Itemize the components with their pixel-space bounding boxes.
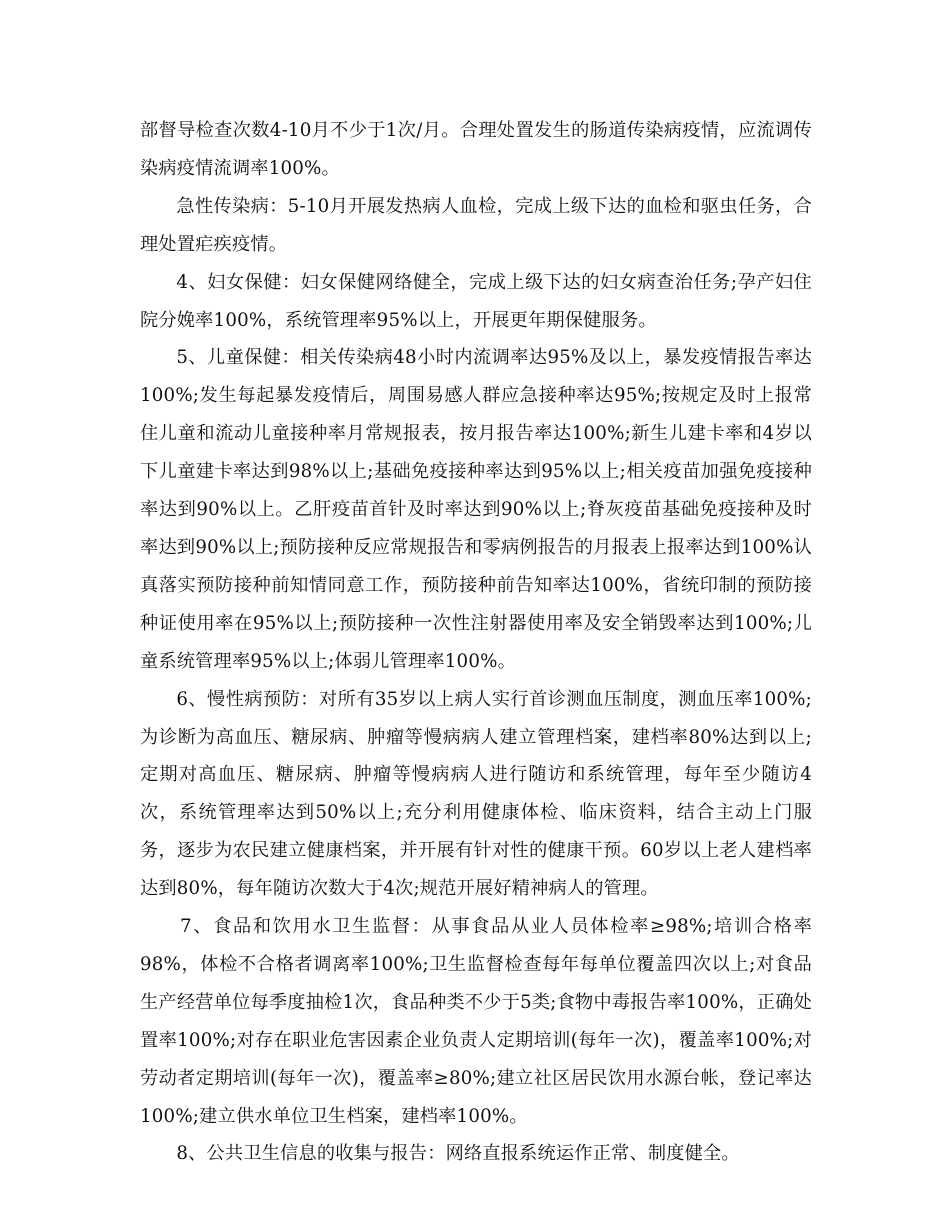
paragraph-intestinal-continuation: 部督导检查次数4-10月不少于1次/月。合理处置发生的肠道传染病疫情，应流调传染病疫情流调率100%。 bbox=[140, 120, 812, 179]
paragraph-women-health: 4、妇女保健：妇女保健网络健全，完成上级下达的妇女病查治任务;孕产妇住院分娩率100%，系统管理率95%以上，开展更年期保健服务。 bbox=[140, 271, 812, 331]
document-body bbox=[140, 112, 812, 1173]
paragraph-food-water-supervision: 7、食品和饮用水卫生监督：从事食品从业人员体检率≥98%;培训合格率98%，体检不合格者调离率100%;卫生监督检查每年每单位覆盖四次以上;对食品生产经营单位每季度抽检1次，食品种类不少于5类;食物中毒报告率100%，正确处置率100%;对存在职业危害因素企业负责人定期培训(每年一次)，覆盖率100%;对劳动者定期培训(每年一次)，覆盖率≥80%;建立社区居民饮用水源台帐，登记率达100%;建立供水单位卫生档案，建档率100%。 bbox=[140, 916, 812, 1127]
paragraph-child-health: 5、儿童保健：相关传染病48小时内流调率达95%及以上，暴发疫情报告率达100%;发生每起暴发疫情后，周围易感人群应急接种率达95%;按规定及时上报常住儿童和流动儿童接种率月常规报表，按月报告率达100%;新生儿建卡率和4岁以下儿童建卡率达到98%以上;基础免疫接种率达到95%以上;相关疫苗加强免疫接种率达到90%以上。乙肝疫苗首针及时率达到90%以上;脊灰疫苗基础免疫接种及时率达到90%以上;预防接种反应常规报告和零病例报告的月报表上报率达到100%认真落实预防接种前知情同意工作，预防接种前告知率达100%，省统印制的预防接种证使用率在95%以上;预防接种一次性注射器使用率及安全销毁率达到100%;儿童系统管理率95%以上;体弱儿管理率100%。 bbox=[140, 347, 812, 672]
paragraph-public-health-info: 8、公共卫生信息的收集与报告：网络直报系统运作正常、制度健全。 bbox=[176, 1143, 740, 1165]
paragraph-chronic-disease: 6、慢性病预防：对所有35岁以上病人实行首诊测血压制度，测血压率100%;为诊断为高血压、糖尿病、肿瘤等慢病病人建立管理档案，建档率80%达到以上;定期对高血压、糖尿病、肿瘤等慢病病人进行随访和系统管理，每年至少随访4次，系统管理率达到50%以上;充分利用健康体检、临床资料，结合主动上门服务，逐步为农民建立健康档案，并开展有针对性的健康干预。60岁以上老人建档率达到80%，每年随访次数大于4次;规范开展好精神病人的管理。 bbox=[140, 688, 812, 900]
paragraph-acute-infectious: 急性传染病：5-10月开展发热病人血检，完成上级下达的血检和驱虫任务，合理处置疟疾疫情。 bbox=[140, 195, 812, 255]
